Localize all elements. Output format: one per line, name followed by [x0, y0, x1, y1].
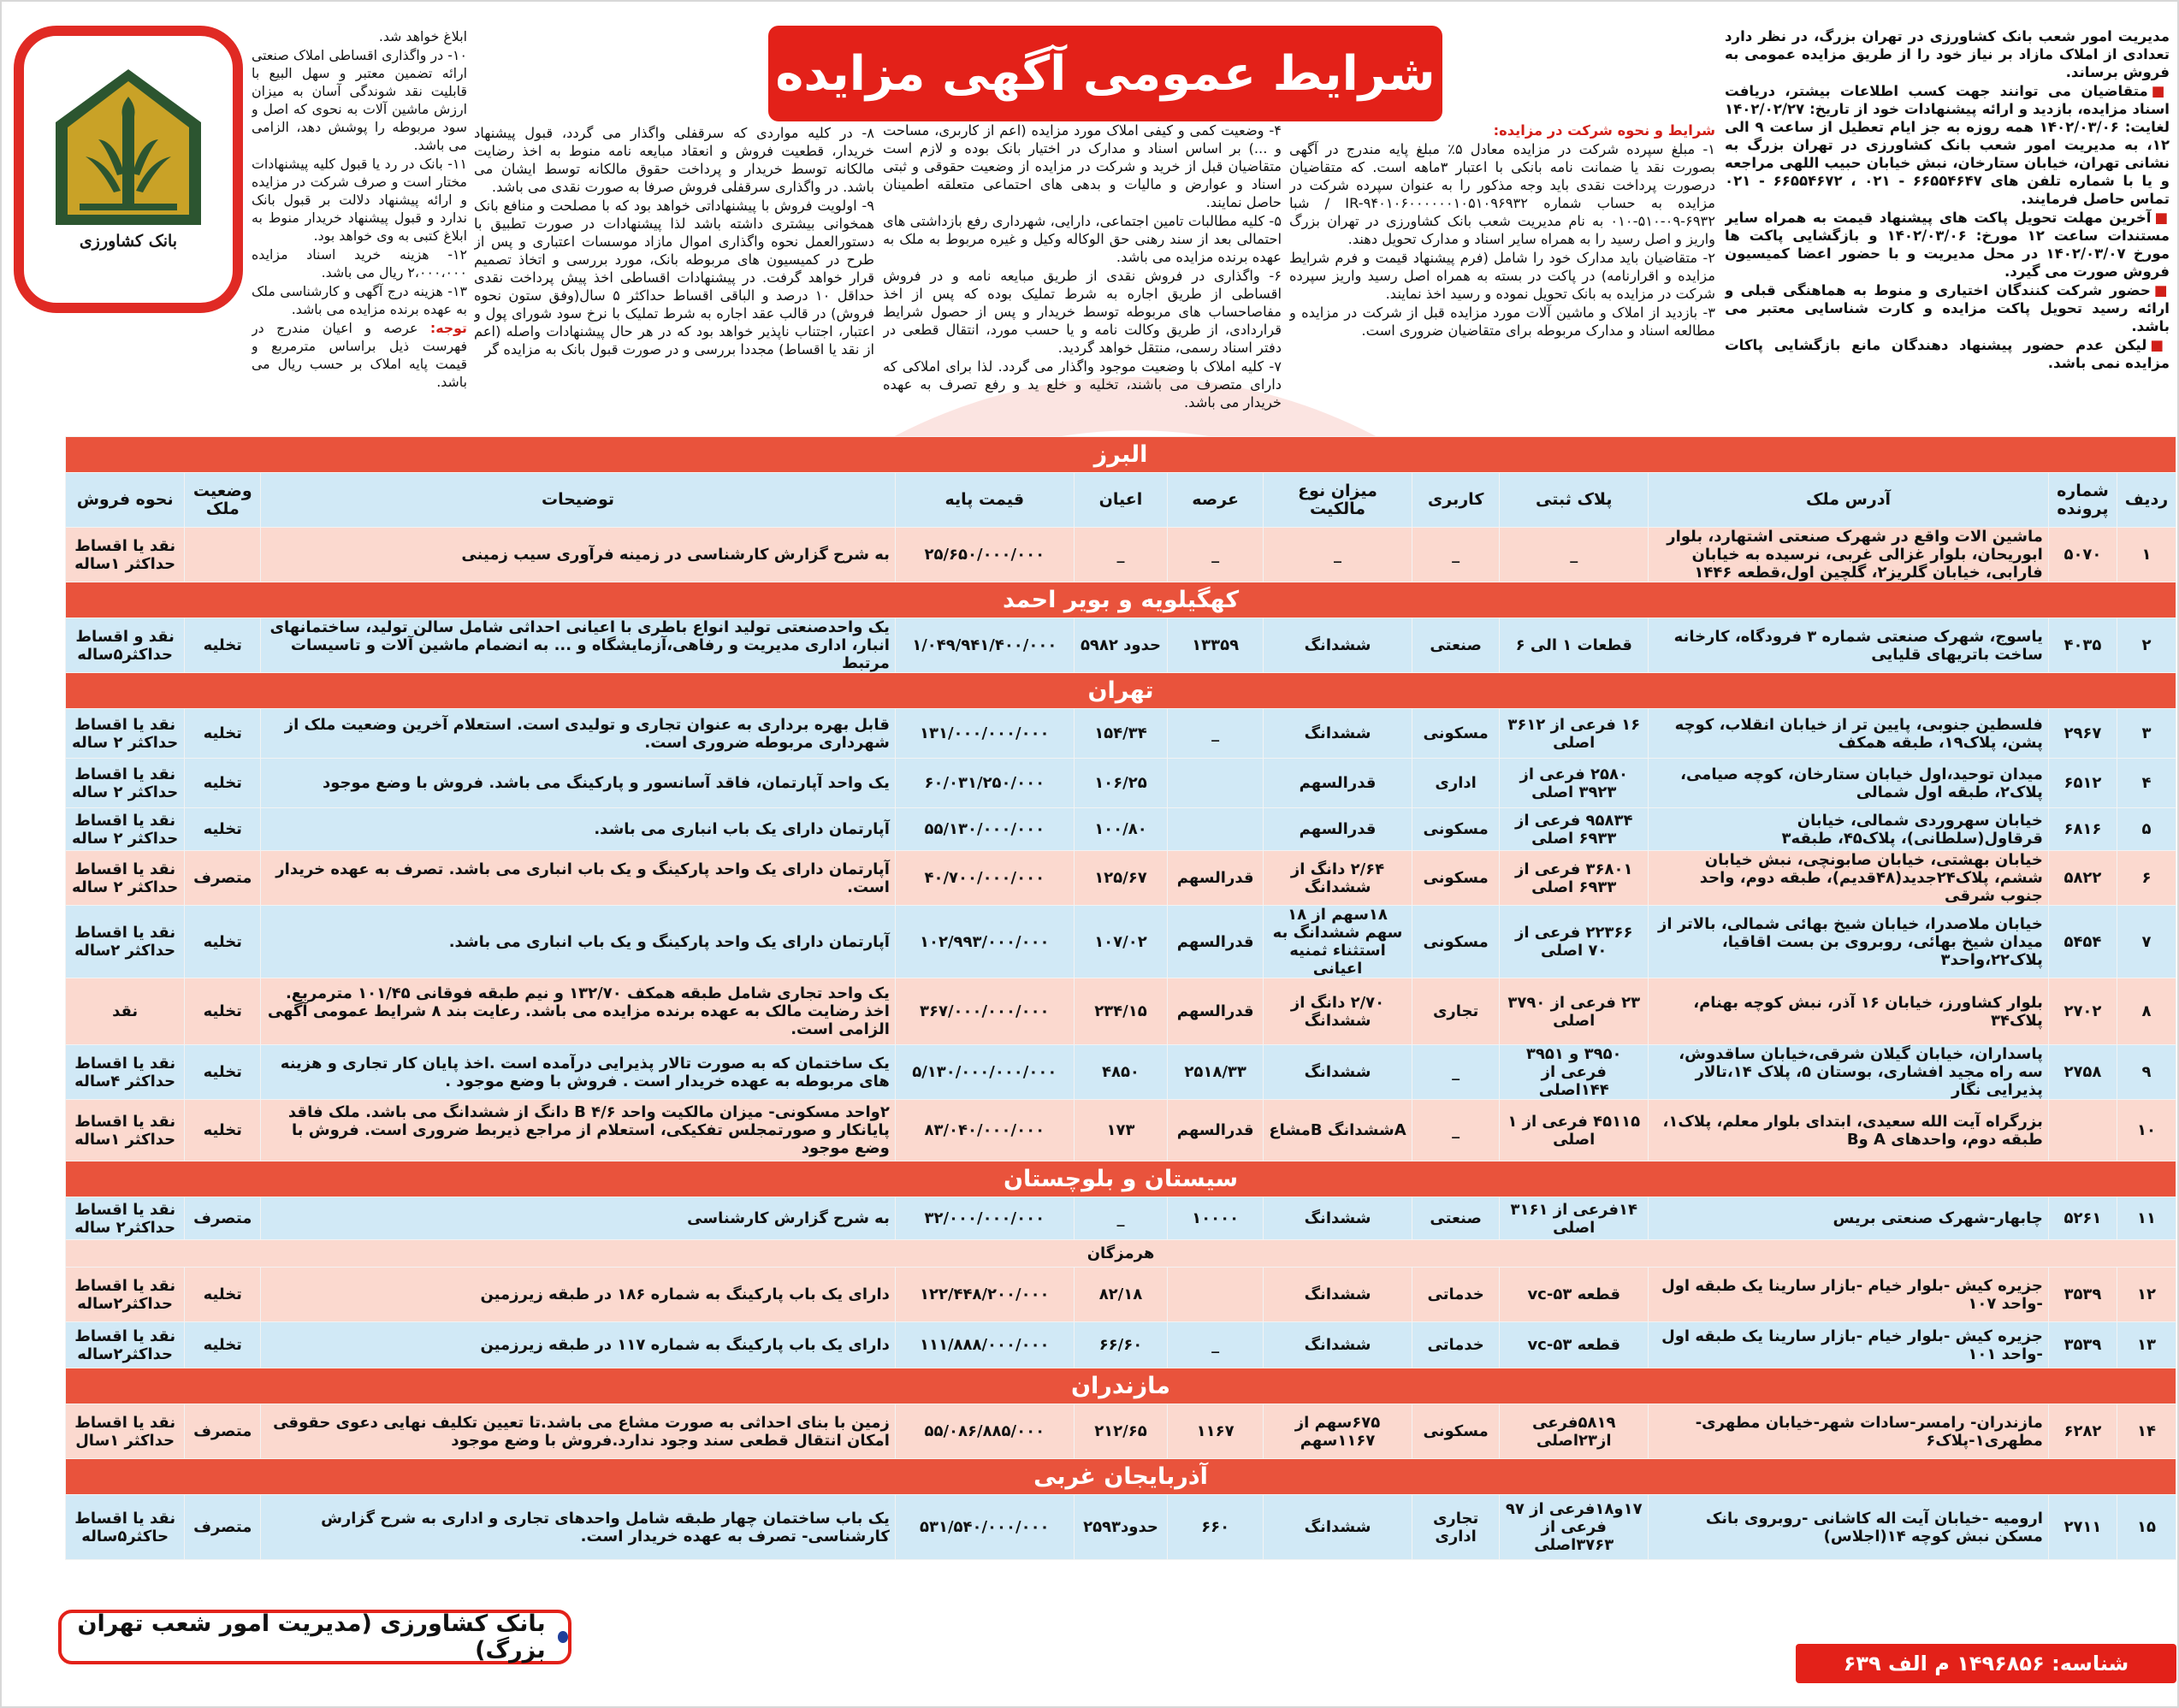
cell-land: _: [1168, 528, 1264, 582]
cell-status: تخلیه: [185, 709, 261, 759]
cell-building: ۴۸۵۰: [1074, 1045, 1168, 1100]
cell-file: ۲۷۵۸: [2048, 1045, 2117, 1100]
table-row: [66, 1197, 2176, 1240]
province-label: تهران: [66, 673, 2176, 709]
conditions-column-4: [252, 27, 467, 472]
cell-address: جزیره کیش -بلوار خیام -بازار سارینا یک طبقه اول -واحد ۱۰۷: [1649, 1268, 2049, 1322]
cell-land: _: [1168, 1322, 1264, 1368]
header-description: توضیحات: [261, 473, 896, 528]
cell-usage: صنعتی: [1412, 1197, 1500, 1240]
cell-ownership: ششدانگ: [1264, 1322, 1412, 1368]
cell-desc: به شرح گزارش کارشناسی در زمینه فرآوری سیب زمینی: [261, 528, 896, 582]
header-usage: کاربری: [1412, 473, 1500, 528]
cell-file: ۵۲۶۱: [2048, 1197, 2117, 1240]
cell-plate: ۴۵۱۱۵ فرعی از ۱ اصلی: [1500, 1100, 1649, 1161]
table-row: [66, 1045, 2176, 1100]
cell-usage: اداری: [1412, 759, 1500, 808]
cell-land: ۶۶۰: [1168, 1495, 1264, 1560]
header-land: عرصه: [1168, 473, 1264, 528]
cell-plate: ۲۳ فرعی از ۳۷۹۰ اصلی: [1500, 978, 1649, 1045]
intro-paragraph-3: ■آخرین مهلت تحویل پاکت های پیشنهاد قیمت به همراه سایر مستندات ساعت ۱۲ مورخ: ۱۴۰۲/۰۳/۰۶ و بازگشایی پاکت ها مورخ ۱۴۰۲/۰۳/۰۷ در محل مدیریت و با حضور اعضا کمیسیون فروش صورت می گیرد.: [1725, 210, 2170, 280]
cell-usage: تجاری: [1412, 978, 1500, 1045]
cell-ownership: ۲/۶۴ دانگ از ششدانگ: [1264, 851, 1412, 906]
cell-building: ۱۷۳: [1074, 1100, 1168, 1161]
cell-address: مازندران- رامسر-سادات شهر-خیابان مطهری-مطهری۱-پلاک۶: [1649, 1404, 2049, 1459]
cell-land: ۱۱۶۷: [1168, 1404, 1264, 1459]
cell-no: ۳: [2117, 709, 2176, 759]
cell-price: ۸۳/۰۴۰/۰۰۰/۰۰۰: [895, 1100, 1074, 1161]
cell-no: ۹: [2117, 1045, 2176, 1100]
cell-price: ۱۱۱/۸۸۸/۰۰۰/۰۰۰: [895, 1322, 1074, 1368]
table-row: [66, 1100, 2176, 1161]
conditions-column-1: [1289, 121, 1715, 464]
cell-address: پاسداران، خیابان گیلان شرقی،خیابان ساقدوش، سه راه مجید افشاری، بوستان ۵، پلاک ۱۴،تالار پذیرایی نگار: [1649, 1045, 2049, 1100]
cell-ownership: _: [1264, 528, 1412, 582]
cell-status: تخلیه: [185, 808, 261, 851]
cell-address: ارومیه -خیابان آیت اله کاشانی -روبروی بانک مسکن نبش کوچه ۱۴(اجلاس): [1649, 1495, 2049, 1560]
condition-7: ۷- کلیه املاک با وضعیت موجود واگذار می گردد. لذا برای املاکی که دارای متصرف می باشند، تخلیه و خلع ید و رفع تصرف به عهده خریدار می باشد.: [883, 358, 1282, 411]
cell-land: [1168, 1268, 1264, 1322]
cell-status: تخلیه: [185, 618, 261, 673]
cell-building: _: [1074, 528, 1168, 582]
cell-land: _: [1168, 709, 1264, 759]
cell-land: ۱۳۳۵۹: [1168, 618, 1264, 673]
condition-6: ۶- واگذاری در فروش نقدی از طریق مبایعه نامه و در فروش اقساطی از طریق اجاره به شرط تملیک بوده که پس از اخذ مفاصاحساب های مربوطه توسط خریدار و پس از حصول شرایط قراردادی، از طریق وکالت نامه و یا حسب مورد، انتقال قطعی در دفتر اسناد رسمی، منتقل خواهد گردید.: [883, 268, 1282, 356]
bullet-icon: [558, 1631, 568, 1643]
cell-land: ۱۰۰۰۰: [1168, 1197, 1264, 1240]
cell-building: ۱۰۰/۸۰: [1074, 808, 1168, 851]
condition-12: ۱۲- هزینه خرید اسناد مزایده ۲،۰۰۰،۰۰۰ ریال می باشد.: [252, 246, 467, 281]
cell-plate: _: [1500, 528, 1649, 582]
cell-price: ۵/۱۳۰/۰۰۰/۰۰۰/۰۰۰: [895, 1045, 1074, 1100]
cell-ownership: ششدانگ: [1264, 1268, 1412, 1322]
cell-status: تخلیه: [185, 1268, 261, 1322]
cell-sale: نقد یا اقساط حداکثر۲ساله: [66, 1268, 185, 1322]
intro-paragraph-5: ■لیکن عدم حضور پیشنهاد دهندگان مانع بازگشایی پاکات مزایده نمی باشد.: [1725, 337, 2170, 371]
cell-no: ۷: [2117, 906, 2176, 978]
cell-ownership: ششدانگ: [1264, 709, 1412, 759]
cell-building: _: [1074, 1197, 1168, 1240]
header-address: آدرس ملک: [1649, 473, 2049, 528]
cell-file: ۵۸۲۲: [2048, 851, 2117, 906]
intro-paragraph-1: مدیریت امور شعب بانک کشاورزی در تهران بزرگ، در نظر دارد تعدادی از املاک مازاد بر نیاز خود را از طریق مزایده عمومی به فروش برساند.: [1725, 28, 2170, 80]
cell-building: ۱۲۵/۶۷: [1074, 851, 1168, 906]
cell-price: ۱۲۲/۴۴۸/۲۰۰/۰۰۰: [895, 1268, 1074, 1322]
cell-ownership: ۶۷۵سهم از ۱۱۶۷سهم: [1264, 1404, 1412, 1459]
cell-desc: آپارتمان دارای یک باب انباری می باشد.: [261, 808, 896, 851]
cell-land: قدرالسهم: [1168, 851, 1264, 906]
cell-desc: یک واحد آپارتمان، فاقد آسانسور و پارکینگ می باشد. فروش با وضع موجود: [261, 759, 896, 808]
cell-land: قدرالسهم: [1168, 1100, 1264, 1161]
province-row: [66, 1161, 2176, 1197]
cell-no: ۱۵: [2117, 1495, 2176, 1560]
footer-bank-text: بانک کشاورزی (مدیریت امور شعب تهران بزرگ): [77, 1610, 546, 1664]
cell-no: ۱۲: [2117, 1268, 2176, 1322]
cell-address: بزرگراه آیت الله سعیدی، ابتدای بلوار معلم، پلاک۱، طبقه دوم، واحدهای A وB: [1649, 1100, 2049, 1161]
cell-price: ۲۵/۶۵۰/۰۰۰/۰۰۰: [895, 528, 1074, 582]
cell-price: ۶۰/۰۳۱/۲۵۰/۰۰۰: [895, 759, 1074, 808]
table-row: [66, 808, 2176, 851]
cell-building: حدود۲۵۹۳: [1074, 1495, 1168, 1560]
table-row: [66, 1322, 2176, 1368]
cell-building: ۱۰۶/۲۵: [1074, 759, 1168, 808]
cell-address: خیابان بهشتی، خیابان صابونچی، نبش خیابان ششم، پلاک۲۴جدید(۴۸قدیم)، طبقه دوم، واحد جنوب شرقی: [1649, 851, 2049, 906]
conditions-heading: شرایط و نحوه شرکت در مزایده:: [1493, 122, 1715, 139]
cell-desc: یک واحد تجاری شامل طبقه همکف ۱۳۲/۷۰ و نیم طبقه فوقانی ۱۰۱/۴۵ مترمربع. اخذ رضایت مالک به عهده برنده مزایده می باشد. رعایت بند ۸ شرایط عمومی آگهی الزامی است.: [261, 978, 896, 1045]
cell-file: ۶۸۱۶: [2048, 808, 2117, 851]
cell-sale: نقد یا اقساط حداکثر ۲ ساله: [66, 759, 185, 808]
cell-file: [2048, 1100, 2117, 1161]
cell-no: ۱۰: [2117, 1100, 2176, 1161]
cell-price: ۵۵/۱۳۰/۰۰۰/۰۰۰: [895, 808, 1074, 851]
table-row: [66, 906, 2176, 978]
table-header: [66, 473, 2176, 528]
cell-plate: قطعه ۵۳-vc: [1500, 1322, 1649, 1368]
cell-file: ۵۰۷۰: [2048, 528, 2117, 582]
cell-usage: مسکونی: [1412, 851, 1500, 906]
cell-usage: مسکونی: [1412, 1404, 1500, 1459]
cell-plate: ۳۹۵۰ و ۳۹۵۱ فرعی از ۱۴۴اصلی: [1500, 1045, 1649, 1100]
cell-land: ۲۵۱۸/۳۳: [1168, 1045, 1264, 1100]
header-row-no: ردیف: [2117, 473, 2176, 528]
cell-sale: نقد یا اقساط حداکثر ۲ساله: [66, 906, 185, 978]
table-row: [66, 709, 2176, 759]
cell-desc: یک باب ساختمان چهار طبقه شامل واحدهای تجاری و اداری به شرح گزارش کارشناسی- تصرف به عهده خریدار است.: [261, 1495, 896, 1560]
condition-10: ۱۰- در واگذاری اقساطی املاک صنعتی ارائه تضمین معتبر و سهل البیع با قابلیت نقد شوندگی آسان به میزان ارزش ماشین آلات به نحوی که اصل و سود مربوطه را پوشش دهد، الزامی می باشد.: [252, 47, 467, 153]
table-row: [66, 1404, 2176, 1459]
conditions-column-2: [883, 121, 1282, 464]
condition-4: ۴- وضعیت کمی و کیفی املاک مورد مزایده (اعم از کاربری، مساحت و ...) بر اساس اسناد و مدارک در اختیار بانک بوده و لازم است متقاضیان قبل از خرید و شرکت در مزایده از وضعیت حقوقی و ثبتی اسناد و عوارض و مالیات و بدهی های احتماعی متعلقه اطمینان حاصل نمایند.: [883, 122, 1282, 210]
cell-desc: ۲واحد مسکونی- میزان مالکیت واحد B ۴/۶ دانگ از ششدانگ می باشد. ملک فاقد پایانکار و صورتمجلس تفکیکی، استعلام از مراجع ذیربط ضروری است. فروش با وضع موجود: [261, 1100, 896, 1161]
logo-text: بانک کشاورزی: [79, 232, 178, 251]
intro-paragraph-4: ■حضور شرکت کنندگان اختیاری و منوط به هماهنگی قبلی و ارائه رسید تحویل پاکت مزایده و کارت شناسایی معتبر می باشد.: [1725, 282, 2170, 334]
condition-3: ۳- بازدید از املاک و ماشین آلات مورد مزایده قبل از شرکت در مزایده و مطالعه اسناد و مدارک مربوطه برای متقاضیان ضروری است.: [1289, 304, 1715, 339]
condition-8: ۸- در کلیه مواردی که سرقفلی واگذار می گردد، قبول پیشنهاد خریدار، قطعیت فروش و انعقاد مبایعه نامه منوط به اخذ رضایت مالکانه توسط خریدار و پرداخت حقوق مالکانه توسط ایشان می باشد. در واگذاری سرقفلی فروش صرفا به صورت نقدی می باشد.: [474, 125, 874, 195]
header-building: اعیان: [1074, 473, 1168, 528]
table-row: [66, 528, 2176, 582]
cell-no: ۱۳: [2117, 1322, 2176, 1368]
cell-status: تخلیه: [185, 906, 261, 978]
cell-price: ۳۶۷/۰۰۰/۰۰۰/۰۰۰: [895, 978, 1074, 1045]
cell-address: جزیره کیش -بلوار خیام -بازار سارینا یک طبقه اول -واحد ۱۰۱: [1649, 1322, 2049, 1368]
cell-price: ۵۵/۰۸۶/۸۸۵/۰۰۰: [895, 1404, 1074, 1459]
province-row: [66, 582, 2176, 618]
cell-desc: دارای یک باب پارکینگ به شماره ۱۸۶ در طبقه زیرزمین: [261, 1268, 896, 1322]
cell-address: چابهار-شهرک صنعتی بریس: [1649, 1197, 2049, 1240]
table-row: [66, 759, 2176, 808]
cell-desc: آپارتمان دارای یک واحد پارکینگ و یک باب انباری می باشد. تصرف به عهده خریدار است.: [261, 851, 896, 906]
cell-usage: خدماتی: [1412, 1322, 1500, 1368]
cell-desc: یک ساختمان که به صورت تالار پذیرایی درآمده است .اخذ پایان کار تجاری و هزینه های مربوطه به عهده خریدار است . فروش با وضع موجود .: [261, 1045, 896, 1100]
header-file: شماره پرونده: [2048, 473, 2117, 528]
table-row: [66, 618, 2176, 673]
cell-land: قدرالسهم: [1168, 906, 1264, 978]
cell-file: ۳۵۳۹: [2048, 1268, 2117, 1322]
column-spacer: [474, 51, 874, 123]
cell-building: حدود ۵۹۸۲: [1074, 618, 1168, 673]
province-row: [66, 673, 2176, 709]
cell-desc: قابل بهره برداری به عنوان تجاری و تولیدی است. استعلام آخرین وضعیت ملک از شهرداری مربوطه ضروری است.: [261, 709, 896, 759]
cell-status: متصرف: [185, 1495, 261, 1560]
conditions-column-3: [474, 51, 874, 464]
condition-13: ۱۳- هزینه درج آگهی و کارشناسی ملک به عهده برنده مزایده می باشد.: [252, 283, 467, 317]
cell-file: ۶۲۸۲: [2048, 1404, 2117, 1459]
note: [252, 319, 467, 391]
cell-no: ۶: [2117, 851, 2176, 906]
bank-logo: [14, 26, 243, 313]
cell-plate: ۱۶ فرعی از ۳۶۱۲ اصلی: [1500, 709, 1649, 759]
cell-plate: قطعه ۵۳-vc: [1500, 1268, 1649, 1322]
cell-no: ۱۱: [2117, 1197, 2176, 1240]
cell-plate: ۵۸۱۹فرعی از۲۳اصلی: [1500, 1404, 1649, 1459]
wheat-emblem-icon: [38, 62, 218, 233]
cell-desc: دارای یک باب پارکینگ به شماره ۱۱۷ در طبقه زیرزمین: [261, 1322, 896, 1368]
condition-2: ۲- متقاضیان باید مدارک خود را شامل (فرم پیشنهاد قیمت و فرم شرایط مزایده و اقرارنامه) در پاکت در بسته به همراه اصل رسید واریز سپرده شرکت در مزایده به بانک تحویل نموده و رسید اخذ نمایند.: [1289, 250, 1715, 302]
header-plate: پلاک ثبتی: [1500, 473, 1649, 528]
cell-land: [1168, 808, 1264, 851]
cell-plate: ۳۶۸۰۱ فرعی از ۶۹۳۳ اصلی: [1500, 851, 1649, 906]
condition-continued: ابلاغ خواهد شد.: [378, 28, 467, 44]
cell-plate: قطعات ۱ الی ۶: [1500, 618, 1649, 673]
cell-sale: نقد یا اقساط حداکثر ۲ ساله: [66, 709, 185, 759]
header-sale: نحوه فروش: [66, 473, 185, 528]
cell-usage: مسکونی: [1412, 709, 1500, 759]
cell-ownership: ششدانگ: [1264, 1197, 1412, 1240]
province-row-alborz: [66, 437, 2176, 473]
cell-plate: ۹۵۸۳۴ فرعی از ۶۹۳۳ اصلی: [1500, 808, 1649, 851]
cell-address: خیابان ملاصدرا، خیابان شیخ بهائی شمالی، بالاتر از میدان شیخ بهائی، روبروی بن بست اقاقیا، پلاک۲۲،واحد۳: [1649, 906, 2049, 978]
cell-file: ۵۴۵۴: [2048, 906, 2117, 978]
cell-address: خیابان سهروردی شمالی، خیابان قرقاول(سلطانی)، پلاک۴۵، طبقه۳: [1649, 808, 2049, 851]
page-title-text: شرایط عمومی آگهی مزایده: [775, 45, 1436, 102]
header-ownership: میزان نوع مالکیت: [1264, 473, 1412, 528]
condition-1: ۱- مبلغ سپرده شرکت در مزایده معادل ۵٪ مبلغ پایه مندرج در آگهی بصورت نقد یا ضمانت نامه بانکی با اعتبار ۳ماهه است. که متقاضیان درصورت پرداخت نقدی باید وجه مذکور را به عنوان سپرده شرکت در مزایده به حساب شماره IR-۹۴۰۱۰۶۰۰۰۰۰۰۱۰۵۱۰۹۶۹۳۲ / شبا ۶۹۳۲-۰۹-۵۱۰-۰۱۰ به نام مدیریت شعب بانک کشاورزی در تهران بزرگ واریز و اصل رسید را به همراه سایر اسناد و مدارک تحویل دهند.: [1289, 141, 1715, 247]
cell-sale: نقد یا اقساط حداکثر ۱ساله: [66, 1100, 185, 1161]
cell-building: ۸۲/۱۸: [1074, 1268, 1168, 1322]
cell-usage: _: [1412, 1100, 1500, 1161]
cell-file: ۲۷۱۱: [2048, 1495, 2117, 1560]
cell-price: ۱۰۲/۹۹۳/۰۰۰/۰۰۰: [895, 906, 1074, 978]
province-label: سیستان و بلوچستان: [66, 1161, 2176, 1197]
cell-sale: نقد یا اقساط حداکثر ۱سال: [66, 1404, 185, 1459]
cell-plate: ۱۷و۱۸فرعی از ۹۷ فرعی از ۳۷۶۳اصلی: [1500, 1495, 1649, 1560]
cell-sale: نقد یا اقساط حداکثر۲ساله: [66, 1322, 185, 1368]
cell-ownership: قدرالسهم: [1264, 808, 1412, 851]
cell-sale: نقد یا اقساط حداکثر ۱ساله: [66, 528, 185, 582]
cell-sale: نقد یا اقساط حداکثر ۴ساله: [66, 1045, 185, 1100]
cell-desc: آپارتمان دارای یک واحد پارکینگ و یک باب انباری می باشد.: [261, 906, 896, 978]
cell-ownership: ششدانگ: [1264, 618, 1412, 673]
intro-text: [1725, 27, 2170, 465]
cell-usage: _: [1412, 1045, 1500, 1100]
cell-usage: صنعتی: [1412, 618, 1500, 673]
cell-plate: ۱۴فرعی از ۳۱۶۱ اصلی: [1500, 1197, 1649, 1240]
cell-price: ۳۲/۰۰۰/۰۰۰/۰۰۰: [895, 1197, 1074, 1240]
cell-ownership: قدرالسهم: [1264, 759, 1412, 808]
cell-file: ۲۹۶۷: [2048, 709, 2117, 759]
header-status: وضعیت ملک: [185, 473, 261, 528]
cell-sale: نقد یا اقساط حاکثر۵ساله: [66, 1495, 185, 1560]
cell-status: متصرف: [185, 1197, 261, 1240]
cell-file: ۳۵۳۹: [2048, 1322, 2117, 1368]
cell-sale: نقد: [66, 978, 185, 1045]
cell-ownership: Aششدانگ Bمشاع: [1264, 1100, 1412, 1161]
cell-no: ۴: [2117, 759, 2176, 808]
cell-status: تخلیه: [185, 1100, 261, 1161]
cell-price: ۵۳۱/۵۴۰/۰۰۰/۰۰۰: [895, 1495, 1074, 1560]
cell-status: تخلیه: [185, 1045, 261, 1100]
cell-no: ۱۴: [2117, 1404, 2176, 1459]
province-label: مازندران: [66, 1368, 2176, 1404]
cell-plate: ۲۲۳۶۶ فرعی از ۷۰ اصلی: [1500, 906, 1649, 978]
cell-sale: نقد یا اقساط حداکثر ۲ ساله: [66, 851, 185, 906]
province-row: [66, 1459, 2176, 1495]
footer-bank-name: [58, 1610, 571, 1664]
condition-5: ۵- کلیه مطالبات تامین اجتماعی، دارایی، شهرداری رفع بازداشتی های احتمالی بعد از سند رهنی حق الوکاله وکیل و غیره مربوط به ملک به عهده برنده مزایده می باشد.: [883, 213, 1282, 265]
cell-ownership: ششدانگ: [1264, 1495, 1412, 1560]
cell-no: ۵: [2117, 808, 2176, 851]
province-label: هرمزگان: [66, 1240, 2176, 1268]
cell-building: ۱۰۷/۰۲: [1074, 906, 1168, 978]
cell-building: ۶۶/۶۰: [1074, 1322, 1168, 1368]
cell-usage: تجاری اداری: [1412, 1495, 1500, 1560]
intro-paragraph-2: ■متقاضیان می توانند جهت کسب اطلاعات بیشتر، دریافت اسناد مزایده، بازدید و ارائه پیشنهادات خود از تاریخ: ۱۴۰۲/۰۲/۲۷ لغایت: ۱۴۰۲/۰۳/۰۶ همه روزه به جز ایام تعطیل از ساعت ۹ الی ۱۲، به مدیریت امور شعب بانک کشاورزی در تهران بزرگ به نشانی تهران، خیابان ستارخان، نبش خیابان حبیب اللهی مراجعه و یا با شماره تلفن های ۶۶۵۵۴۶۴۷ - ۰۲۱ ، ۶۶۵۵۴۶۷۲ - ۰۲۱ تماس حاصل فرمایند.: [1725, 83, 2170, 207]
table-row: [66, 978, 2176, 1045]
cell-file: ۶۵۱۲: [2048, 759, 2117, 808]
cell-file: ۴۰۳۵: [2048, 618, 2117, 673]
cell-building: ۲۱۲/۶۵: [1074, 1404, 1168, 1459]
table-row: [66, 1495, 2176, 1560]
cell-sale: نقد یا اقساط حداکثر۲ ساله: [66, 1197, 185, 1240]
cell-desc: زمین با بنای احداثی به صورت مشاع می باشد.تا تعیین تکلیف نهایی دعوی حقوقی امکان انتقال قطعی سند وجود ندارد.فروش با وضع موجود: [261, 1404, 896, 1459]
cell-usage: _: [1412, 528, 1500, 582]
table-row: [66, 1268, 2176, 1322]
condition-11: ۱۱- بانک در رد یا قبول کلیه پیشنهادات مختار است و صرف شرکت در مزایده و ارائه پیشنهاد دلالت بر قبول بانک ندارد و قبول پیشنهاد خریدار منوط به ابلاغ کتبی به وی خواهد بود.: [252, 156, 467, 244]
province-label: آذربایجان غربی: [66, 1459, 2176, 1495]
cell-status: تخلیه: [185, 759, 261, 808]
cell-land: [1168, 759, 1264, 808]
cell-status: [185, 528, 261, 582]
cell-status: متصرف: [185, 851, 261, 906]
cell-building: ۲۳۴/۱۵: [1074, 978, 1168, 1045]
cell-file: ۲۷۰۲: [2048, 978, 2117, 1045]
note-text: عرصه و اعیان مندرج در فهرست ذیل براساس مترمربع و قیمت پایه املاک بر حسب ریال می باشد.: [252, 320, 467, 390]
cell-no: ۸: [2117, 978, 2176, 1045]
cell-status: متصرف: [185, 1404, 261, 1459]
cell-address: فلسطین جنوبی، پایین تر از خیابان انقلاب، کوچه پشن، پلاک۱۹، طبقه همکف: [1649, 709, 2049, 759]
cell-address: بلوار کشاورز، خیابان ۱۶ آذر، نبش کوچه بهنام، پلاک۳۴: [1649, 978, 2049, 1045]
cell-plate: ۲۵۸۰ فرعی از ۳۹۲۳ اصلی: [1500, 759, 1649, 808]
province-row: [66, 1240, 2176, 1268]
cell-usage: خدماتی: [1412, 1268, 1500, 1322]
header-price: قیمت پایه: [895, 473, 1074, 528]
cell-status: تخلیه: [185, 978, 261, 1045]
cell-usage: مسکونی: [1412, 808, 1500, 851]
province-label: کهگیلویه و بویر احمد: [66, 582, 2176, 618]
cell-sale: نقد یا اقساط حداکثر ۲ ساله: [66, 808, 185, 851]
table-row: [66, 851, 2176, 906]
cell-desc: به شرح گزارش کارشناسی: [261, 1197, 896, 1240]
cell-usage: مسکونی: [1412, 906, 1500, 978]
condition-9: ۹- اولویت فروش با پیشنهاداتی خواهد بود که با مصلحت و منافع بانک همخوانی بیشتری داشته باشد لذا پیشنهادات در صورت تطبیق با دستورالعمل نحوه واگذاری اموال مازاد موسسات اعتباری و پس از طرح در کمیسیون های مربوطه بانک، مورد بررسی و اتخاذ تصمیم قرار خواهد گرفت. در پیشنهادات اقساطی اخذ پیش پرداخت نقدی حداقل ۱۰ درصد و الباقی اقساط حداکثر ۵ سال(وفق ستون نحوه فروش) در قالب عقد اجاره به شرط تملیک با نرخ سود شورای پول و اعتبار، اجتناب ناپذیر خواهد بود که در هر حال پیشنهادات واصله (اعم از نقد یا اقساط) مجددا بررسی و در صورت قبول بانک به مزایده گر: [474, 198, 874, 358]
cell-address: میدان توحید،اول خیابان ستارخان، کوچه صیامی، پلاک۲، طبقه اول شمالی: [1649, 759, 2049, 808]
cell-address: یاسوج، شهرک صنعتی شماره ۳ فرودگاه، کارخانه ساخت باتریهای قلیایی: [1649, 618, 2049, 673]
cell-no: ۱: [2117, 528, 2176, 582]
cell-desc: یک واحدصنعتی تولید انواع باطری با اعیانی احداثی شامل سالن تولید، ساختمانهای انبار، اداری مدیریت و رفاهی،آزمایشگاه و ... به انضمام ماشین آلات و تاسیسات مرتبط: [261, 618, 896, 673]
cell-sale: نقد و اقساط حداکثر۵ساله: [66, 618, 185, 673]
province-label: البرز: [66, 437, 2176, 473]
cell-address: ماشین الات واقع در شهرک صنعتی اشتهارد، بلوار ابوریحان، بلوار غزالی غربی، نرسیده به خیابان فارابی، خیابان گلریز۲، گلچین اول،قطعه ۱۴۴۶: [1649, 528, 2049, 582]
ad-code: شناسه: ۱۴۹۶۸۵۶ م الف ۶۳۹: [1796, 1644, 2176, 1683]
cell-building: ۱۵۴/۳۴: [1074, 709, 1168, 759]
cell-ownership: ۲/۷۰ دانگ از ششدانگ: [1264, 978, 1412, 1045]
cell-ownership: ۱۸سهم از ۱۸ سهم ششدانگ به استثناء ثمنیه اعیانی: [1264, 906, 1412, 978]
cell-land: قدرالسهم: [1168, 978, 1264, 1045]
cell-price: ۴۰/۷۰۰/۰۰۰/۰۰۰: [895, 851, 1074, 906]
auction-table: [65, 436, 2176, 1560]
cell-price: ۱۳۱/۰۰۰/۰۰۰/۰۰۰: [895, 709, 1074, 759]
cell-status: تخلیه: [185, 1322, 261, 1368]
note-label: توجه:: [429, 320, 467, 336]
cell-no: ۲: [2117, 618, 2176, 673]
province-row: [66, 1368, 2176, 1404]
cell-price: ۱/۰۴۹/۹۴۱/۴۰۰/۰۰۰: [895, 618, 1074, 673]
cell-ownership: ششدانگ: [1264, 1045, 1412, 1100]
